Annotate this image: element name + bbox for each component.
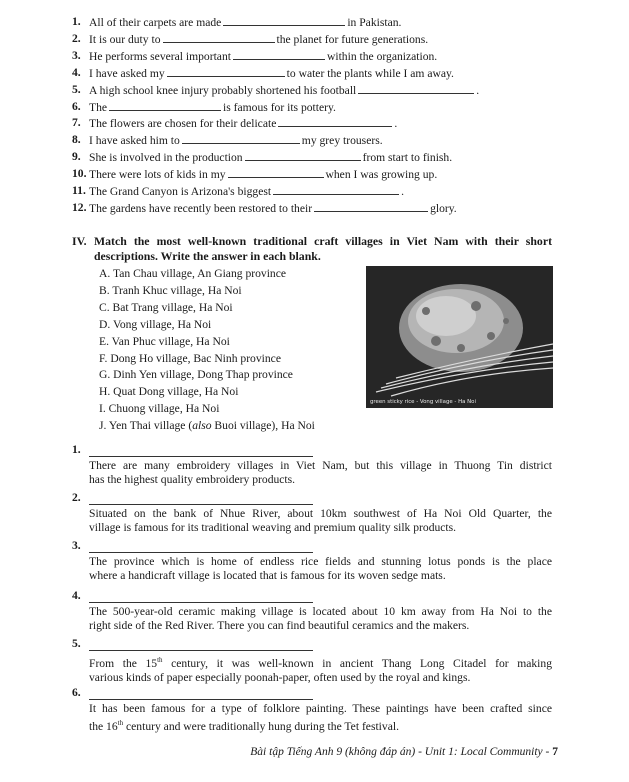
sentence-start: A high school knee injury probably shortened his football (89, 83, 357, 97)
sentence-end: glory. (430, 201, 457, 215)
answer-blank[interactable] (228, 167, 324, 178)
item-number: 8. (72, 133, 81, 147)
description-line: The province which is home of endless rice fields and stunning lotus ponds is the place (89, 555, 552, 568)
answer-blank[interactable] (89, 456, 313, 457)
village-description (89, 459, 552, 487)
description-line: has the highest quality embroidery products. (89, 473, 296, 486)
sentence-start: I have asked my (89, 66, 165, 80)
answer-blank[interactable] (182, 133, 300, 144)
answer-blank[interactable] (233, 49, 325, 60)
sticky-rice-photo (366, 266, 553, 408)
answer-blank[interactable] (314, 201, 428, 212)
description-line: Situated on the bank of Nhue River, about 10km southwest of Ha Noi Old Quarter, the (89, 507, 552, 520)
answer-blank[interactable] (89, 699, 313, 700)
answer-blank[interactable] (89, 650, 313, 651)
description-number: 1. (72, 443, 81, 456)
sentence-end: . (476, 83, 480, 97)
village-option: F. Dong Ho village, Bac Ninh province (99, 351, 281, 365)
sentence-end: is famous for its pottery. (223, 100, 336, 114)
description-line: The 500-year-old ceramic making village is located about 10 km away from Ha Noi to the (89, 605, 552, 618)
description-number: 2. (72, 491, 81, 504)
sentence-end: when I was growing up. (325, 168, 438, 182)
sentence-end: in Pakistan. (347, 16, 402, 29)
sentence-end: within the organization. (326, 49, 438, 63)
village-description (89, 605, 552, 633)
village-description (89, 702, 552, 734)
answer-blank[interactable] (278, 116, 392, 127)
fill-in-sentence (89, 184, 404, 199)
village-description (89, 653, 552, 685)
description-number: 3. (72, 539, 81, 552)
description-line: right side of the Red River. There you can find beautiful ceramics and the makers. (89, 619, 470, 632)
fill-in-sentence (89, 150, 452, 165)
item-number: 6. (72, 99, 81, 113)
answer-blank[interactable] (163, 32, 275, 43)
item-number: 1. (72, 15, 81, 28)
sentence-end: the planet for future generations. (276, 32, 429, 46)
village-option: A. Tan Chau village, An Giang province (99, 267, 287, 280)
item-number: 10. (72, 167, 87, 181)
sentence-start: It is our duty to (89, 32, 161, 46)
answer-blank[interactable] (89, 602, 313, 603)
sentence-start: There were lots of kids in my (89, 168, 226, 182)
item-number: 12. (72, 200, 87, 214)
description-line: village is famous for its traditional weaving and premium quality silk products. (89, 521, 457, 534)
sentence-end: from start to finish. (362, 151, 453, 165)
fill-in-sentence (89, 201, 457, 216)
item-number: 5. (72, 82, 81, 96)
description-line: From the 15th century, it was well-known in ancient Thang Long Citadel for making (89, 656, 552, 670)
fill-in-sentence (89, 32, 428, 47)
answer-blank[interactable] (358, 83, 474, 94)
section-number: IV. (72, 234, 87, 248)
page-footer: Bài tập Tiếng Anh 9 (không đáp án) - Unit 1: Local Community - 7 (250, 746, 558, 758)
village-option: I. Chuong village, Ha Noi (99, 402, 220, 416)
village-option: D. Vong village, Ha Noi (99, 317, 212, 331)
description-line: where a handicraft village is located that is famous for its woven sedge mats. (89, 569, 446, 582)
description-number: 5. (72, 637, 81, 650)
answer-blank[interactable] (89, 552, 313, 553)
description-number: 6. (72, 686, 81, 699)
sentence-start: The (89, 100, 108, 114)
village-description (89, 555, 552, 583)
sentence-end: to water the plants while I am away. (286, 66, 454, 80)
fill-in-sentence (89, 167, 437, 182)
sentence-end: my grey trousers. (301, 134, 383, 148)
item-number: 9. (72, 150, 81, 164)
fill-in-sentence (89, 116, 397, 131)
option-j: J. Yen Thai village (also Buoi village), Ha Noi (99, 419, 315, 432)
village-option: E. Van Phuc village, Ha Noi (99, 334, 230, 348)
village-option: B. Tranh Khuc village, Ha Noi (99, 283, 242, 297)
answer-blank[interactable] (223, 15, 345, 26)
sentence-end: . (394, 117, 398, 131)
sentence-start: She is involved in the production (89, 151, 243, 165)
village-option: G. Dinh Yen village, Dong Thap province (99, 368, 293, 382)
answer-blank[interactable] (89, 504, 313, 505)
description-line: the 16th century and were traditionally hung during the Tet festival. (89, 719, 399, 733)
description-line: It has been famous for a type of folklore painting. These paintings have been crafted since (89, 702, 552, 715)
description-line: There are many embroidery villages in Viet Nam, but this village in Thuong Tin district (89, 459, 552, 472)
village-option: H. Quat Dong village, Ha Noi (99, 385, 239, 399)
item-number: 4. (72, 65, 81, 79)
item-number: 7. (72, 116, 81, 130)
sentence-start: He performs several important (89, 49, 231, 63)
item-number: 11. (72, 184, 86, 197)
photo-caption: green sticky rice - Vong village - Ha Noi (370, 399, 476, 405)
village-option: C. Bat Trang village, Ha Noi (99, 300, 233, 314)
answer-blank[interactable] (167, 66, 285, 77)
sentence-start: I have asked him to (89, 134, 180, 148)
sentence-start: The flowers are chosen for their delicate (89, 117, 277, 131)
item-number: 3. (72, 48, 81, 62)
sentence-end: . (401, 185, 404, 198)
fill-in-sentence (89, 100, 336, 115)
section-instruction: Match the most well-known traditional craft villages in Viet Nam with their short descriptions. Write the answer in each blank. (94, 234, 552, 263)
fill-in-sentence (89, 83, 479, 98)
sentence-start: All of their carpets are made (89, 16, 222, 29)
answer-blank[interactable] (273, 184, 399, 195)
answer-blank[interactable] (245, 150, 361, 161)
village-description (89, 507, 552, 535)
sentence-start: The gardens have recently been restored to their (89, 201, 313, 215)
sticky-rice-illustration (366, 266, 553, 408)
description-line: various kinds of paper especially poonah-paper, often used by the royal and kings. (89, 670, 471, 684)
sentence-start: The Grand Canyon is Arizona's biggest (89, 185, 272, 198)
fill-in-sentence (89, 49, 437, 64)
fill-in-sentence (89, 133, 383, 148)
item-number: 2. (72, 31, 81, 45)
fill-in-sentence (89, 15, 401, 30)
answer-blank[interactable] (109, 100, 221, 111)
fill-in-sentence (89, 66, 454, 81)
description-number: 4. (72, 589, 81, 602)
